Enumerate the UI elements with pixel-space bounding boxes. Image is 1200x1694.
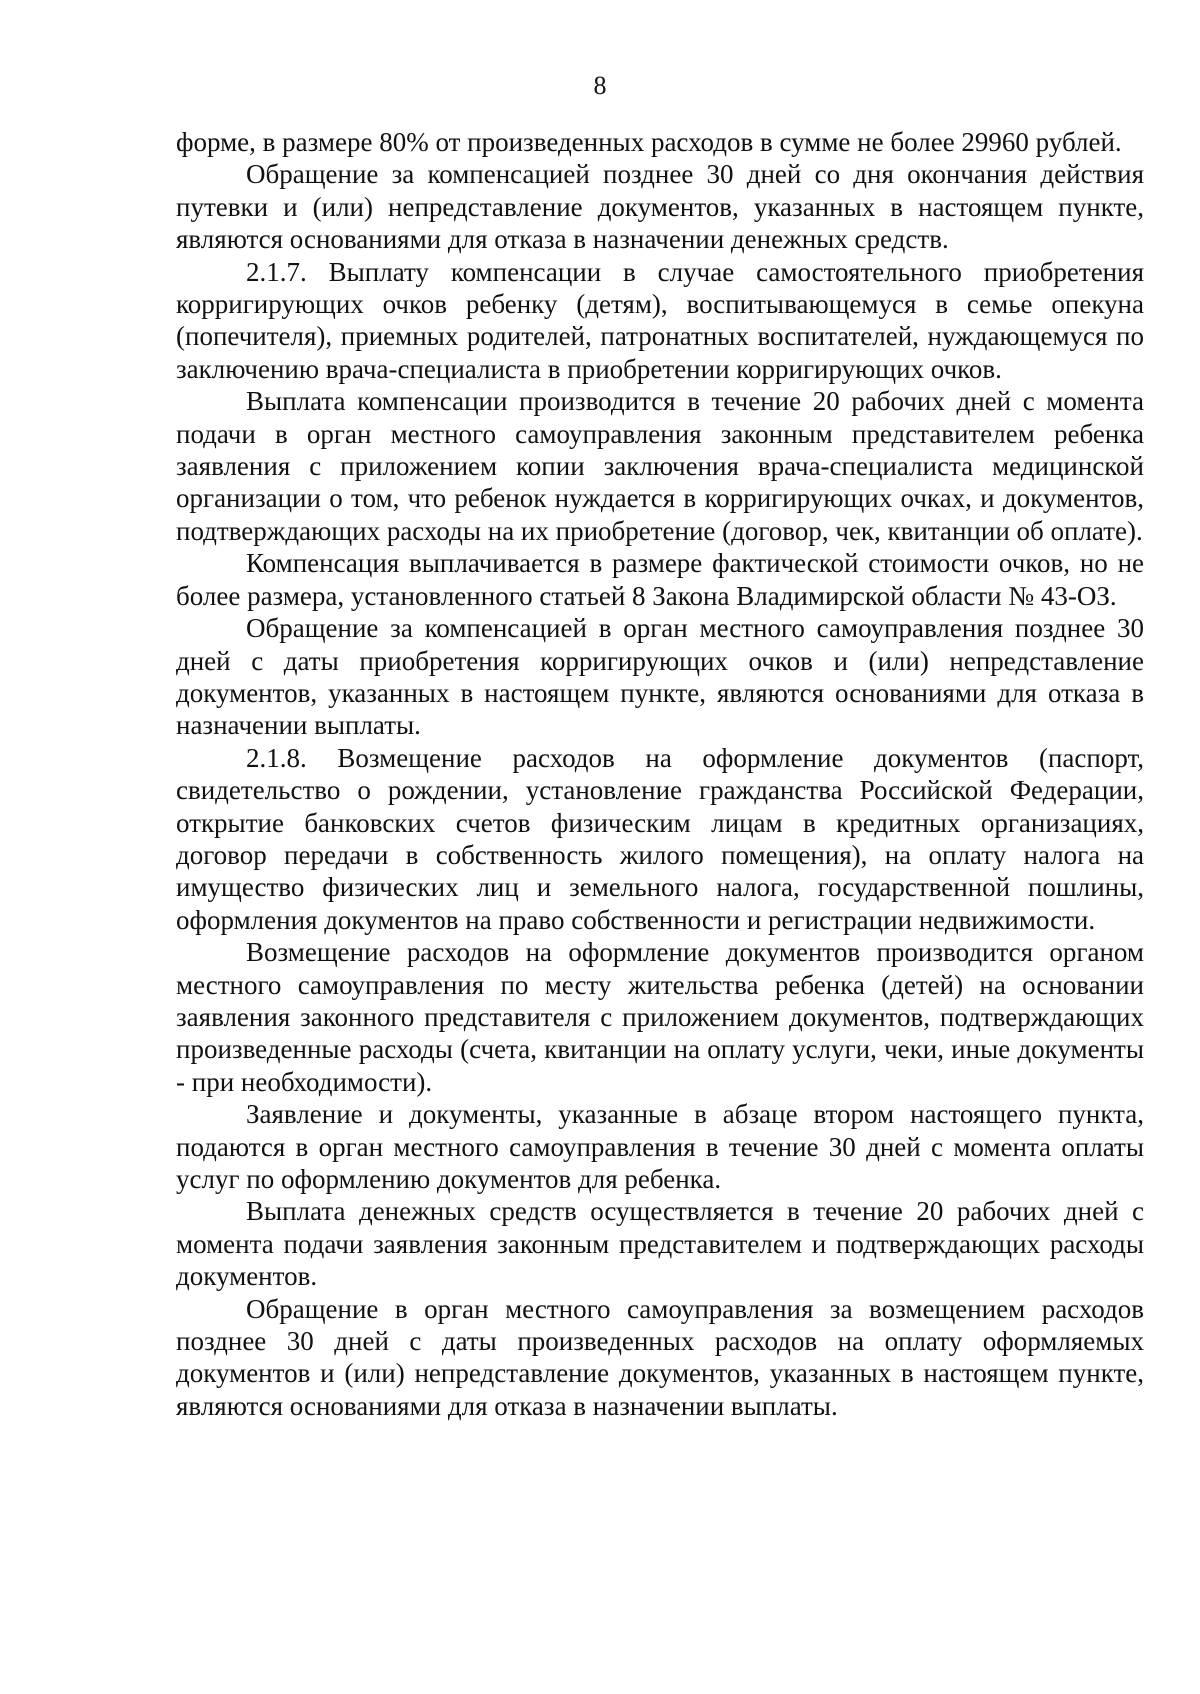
paragraph: Обращение за компенсацией в орган местного самоуправления позднее 30 дней с даты приобретения корригирующих очков и (или) непредставление документов, указанных в настоящем пункте, являются основаниями для отказа в назначении выплаты. bbox=[176, 613, 1144, 741]
page-number: 8 bbox=[593, 71, 607, 100]
paragraph: Обращение в орган местного самоуправления за возмещением расходов позднее 30 дней с даты произведенных расходов на оплату оформляемых документов и (или) непредставление документов, указанных в настоящем пункте, являются основаниями для отказа в назначении выплаты. bbox=[176, 1293, 1144, 1421]
paragraph: Возмещение расходов на оформление документов производится органом местного самоуправления по месту жительства ребенка (детей) на основании заявления законного представителя с приложением документов, подтверждающих произведенные расходы (счета, квитанции на оплату услуги, чеки, иные документы - при необходимости). bbox=[176, 937, 1144, 1097]
paragraph: 2.1.8. Возмещение расходов на оформление документов (паспорт, свидетельство о рождении, установление гражданства Российской Федерации, открытие банковских счетов физическим лицам в кредитных организациях, договор передачи в собственность жилого помещения), на оплату налога на имущество физических лиц и земельного налога, государственной пошлины, оформления документов на право собственности и регистрации недвижимости. bbox=[176, 742, 1144, 935]
paragraph: Выплата денежных средств осуществляется в течение 20 рабочих дней с момента подачи заявления законным представителем и подтверждающих расходы документов. bbox=[176, 1196, 1144, 1292]
paragraph: Компенсация выплачивается в размере фактической стоимости очков, но не более размера, установленного статьей 8 Закона Владимирской области № 43-ОЗ. bbox=[176, 548, 1144, 611]
paragraph: форме, в размере 80% от произведенных расходов в сумме не более 29960 рублей. bbox=[176, 127, 1122, 157]
paragraph: Заявление и документы, указанные в абзаце втором настоящего пункта, подаются в орган местного самоуправления в течение 30 дней с момента оплаты услуг по оформлению документов для ребенка. bbox=[176, 1099, 1144, 1194]
paragraph: Обращение за компенсацией позднее 30 дней со дня окончания действия путевки и (или) непредставление документов, указанных в настоящем пункте, являются основаниями для отказа в назначении денежных средств. bbox=[176, 159, 1144, 255]
paragraph: Выплата компенсации производится в течение 20 рабочих дней с момента подачи в орган местного самоуправления законным представителем ребенка заявления с приложением копии заключения врача-специалиста медицинской организации о том, что ребенок нуждается в корригирующих очках, и документов, подтверждающих расходы на их приобретение (договор, чек, квитанции об оплате). bbox=[176, 386, 1144, 546]
document-body bbox=[176, 126, 1144, 1422]
paragraph: 2.1.7. Выплату компенсации в случае самостоятельного приобретения корригирующих очков ребенку (детям), воспитывающемуся в семье опекуна (попечителя), приемных родителей, патронатных воспитателей, нуждающемуся по заключению врача-специалиста в приобретении корригирующих очков. bbox=[176, 256, 1144, 384]
